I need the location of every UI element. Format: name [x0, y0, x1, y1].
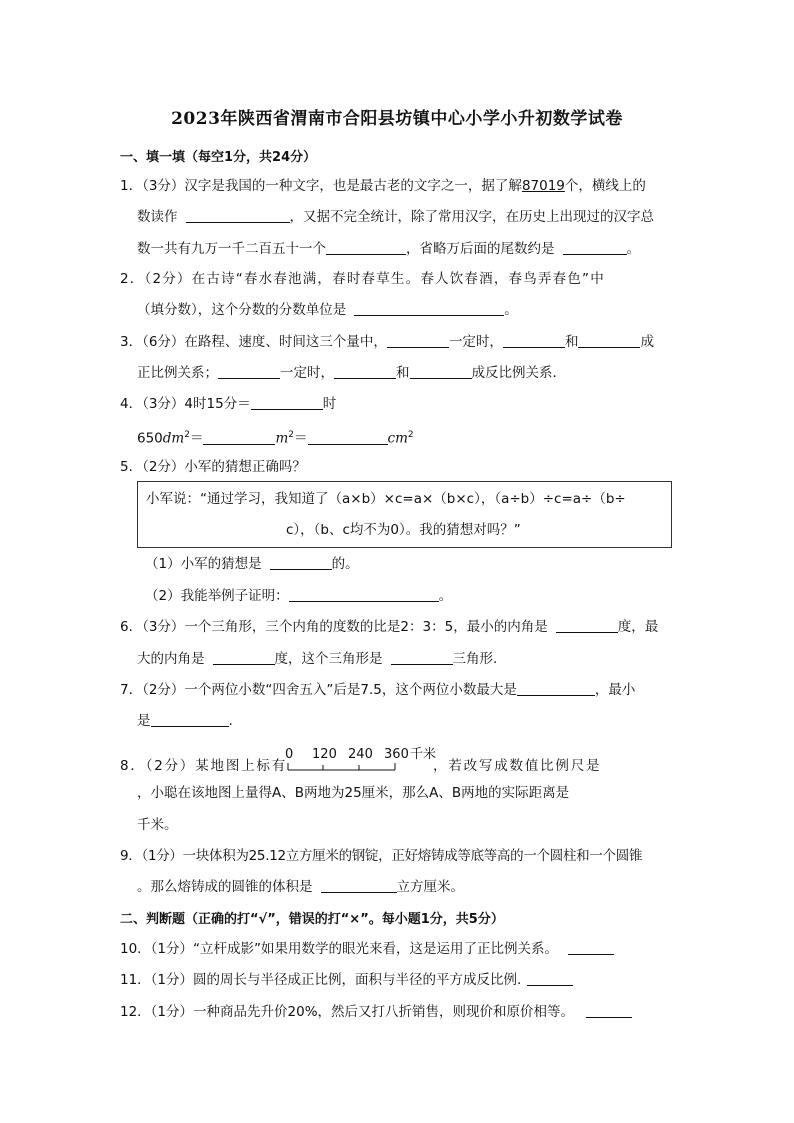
- section-heading-fill: 一、填一填（每空1分，共24分）: [120, 150, 317, 165]
- question-5-sub-1: （1）小军的猜想是 的。: [145, 556, 359, 572]
- scale-unit: 千米: [410, 747, 437, 762]
- answer-blank[interactable]: [213, 650, 275, 665]
- question-11: 11．（1分）圆的周长与半径成正比例，面积与半径的平方成反比例.: [120, 971, 573, 989]
- answer-blank[interactable]: [186, 208, 290, 223]
- answer-blank[interactable]: [568, 940, 614, 955]
- question-9-line-2: 。那么熔铸成的圆锥的体积是 立方厘米。: [137, 879, 464, 895]
- answer-blank[interactable]: [151, 712, 229, 727]
- scale-label-360: 360: [384, 747, 409, 762]
- question-3-line-1: 3．（6分）在路程、速度、时间这三个量中， 一定时， 和 成: [120, 334, 654, 350]
- answer-blank[interactable]: [503, 333, 565, 348]
- answer-blank[interactable]: [326, 240, 406, 255]
- question-4-line-1: 4．（3分）4时15分＝ 时: [120, 396, 337, 412]
- question-6-line-1: 6．（3分）一个三角形，三个内角的度数的比是2：3：5，最小的内角是 度，最: [120, 619, 659, 635]
- answer-blank[interactable]: [321, 878, 397, 893]
- answer-blank[interactable]: [289, 587, 439, 602]
- answer-blank[interactable]: [578, 333, 640, 348]
- question-8-line-1: 8．（2分）某地图上标有 0 120 240 360 千米 ，若改写成数值比例尺是: [120, 747, 602, 774]
- answer-blank[interactable]: [556, 618, 618, 633]
- question-8-line-2: ，小聪在该地图上量得A、B两地为25厘米，那么A、B两地的实际距离是: [137, 785, 570, 801]
- answer-blank[interactable]: [251, 395, 323, 410]
- answer-blank[interactable]: [391, 650, 453, 665]
- answer-blank[interactable]: [270, 555, 332, 570]
- question-9-line-1: 9．（1分）一块体积为25.12立方厘米的钢锭，正好熔铸成等底等高的一个圆柱和一个圆锥: [120, 848, 643, 864]
- answer-blank[interactable]: [334, 364, 396, 379]
- question-6-line-2: 大的内角是 度，这个三角形是 三角形.: [137, 651, 498, 667]
- scale-label-240: 240: [348, 747, 373, 762]
- question-3-line-2: 正比例关系； 一定时， 和 成反比例关系．: [137, 365, 566, 381]
- answer-blank[interactable]: [586, 1003, 632, 1018]
- answer-blank[interactable]: [218, 364, 280, 379]
- underlined-number: 87019: [521, 178, 565, 194]
- section-heading-judge: 二、判断题（正确的打“√”，错误的打“×”。每小题1分，共5分）: [120, 912, 504, 927]
- answer-blank[interactable]: [410, 364, 472, 379]
- question-7-line-1: 7．（2分）一个两位小数“四舍五入”后是7.5，这个两位小数最大是 ，最小: [120, 682, 636, 698]
- answer-blank[interactable]: [527, 971, 573, 986]
- question-4-line-2: $650dm^2= m^2= cm^2$: [137, 430, 414, 447]
- question-2-line-2: （填分数），这个分数的分数单位是 。: [137, 302, 518, 318]
- answer-blank[interactable]: [517, 681, 595, 696]
- question-1-line-3: 数一共有九万一千二百五十一个 ，省略万后面的尾数约是 。: [137, 241, 640, 257]
- question-12: 12．（1分）一种商品先升价20%，然后又打八折销售，则现价和原价相等。: [120, 1003, 632, 1021]
- quote-line-1: 小军说：“通过学习，我知道了（a×b）×c=a×（b×c），（a÷b）÷c=a÷（b÷: [146, 491, 626, 507]
- question-5-line-1: 5．（2分）小军的猜想正确吗？: [120, 459, 306, 475]
- scale-label-120: 120: [312, 747, 337, 762]
- question-8-line-3: 千米。: [137, 817, 178, 833]
- answer-blank[interactable]: [354, 301, 504, 316]
- scale-bar: [285, 747, 437, 776]
- question-2-line-1: 2．（2分）在古诗“春水春池满，春时春草生。春人饮春酒，春鸟弄春色”中: [120, 271, 605, 287]
- answer-blank[interactable]: [563, 240, 627, 255]
- answer-blank[interactable]: [387, 333, 449, 348]
- question-10: 10．（1分）“立杆成影”如果用数学的眼光来看，这是运用了正比例关系。: [120, 940, 614, 958]
- question-1-line-2: 数读作 ，又据不完全统计，除了常用汉字，在历史上出现过的汉字总: [137, 209, 654, 225]
- page-title: 2023年陕西省渭南市合阳县坊镇中心小学小升初数学试卷: [171, 109, 623, 129]
- scale-label-0: 0: [285, 747, 294, 762]
- question-7-line-2: 是 .: [137, 713, 233, 729]
- answer-blank[interactable]: [308, 430, 388, 445]
- answer-blank[interactable]: [203, 430, 275, 445]
- question-5-sub-2: （2）我能举例子证明： 。: [145, 588, 453, 604]
- quote-line-2: c），（b、c均不为0）。我的猜想对吗？”: [286, 522, 521, 538]
- question-1-line-1: 1．（3分）汉字是我国的一种文字，也是最古老的文字之一，据了解87019个，横线上的: [120, 178, 646, 194]
